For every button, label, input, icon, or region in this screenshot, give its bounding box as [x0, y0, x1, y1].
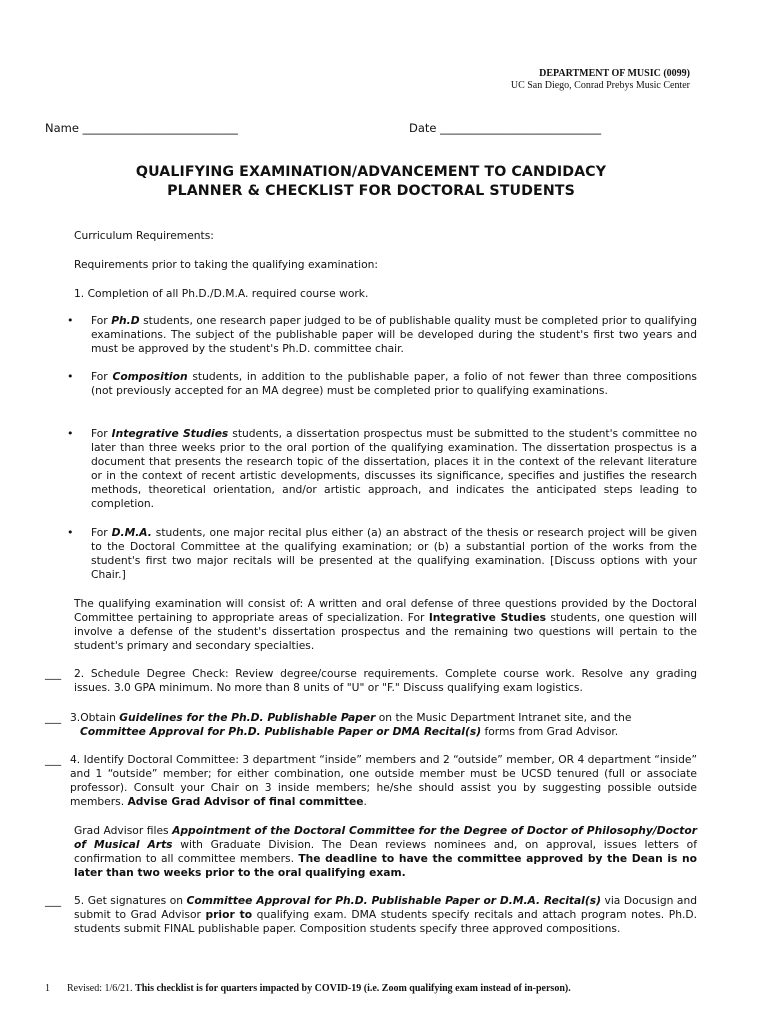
checkbox-blank-step-3[interactable]: ___: [45, 711, 62, 724]
covid-note: This checklist is for quarters impacted by COVID-19 (i.e. Zoom qualifying exam instead of in-person).: [135, 983, 571, 994]
department-name: DEPARTMENT OF MUSIC (0099): [539, 68, 690, 79]
bullet-integrative-pre: For: [91, 427, 112, 440]
date-label: Date: [409, 121, 437, 135]
document-title: [0, 163, 742, 201]
step-5-bold: prior to: [205, 908, 253, 921]
step-5-pre: 5. Get signatures on: [74, 894, 187, 907]
advisor-mid: with Graduate Division. The Dean reviews nominees and, on approval, issues letters of confirmation to all committee members.: [74, 838, 697, 865]
bullet-dot: •: [67, 370, 74, 383]
date-blank[interactable]: ____________________________: [440, 121, 602, 135]
step-3: [70, 711, 700, 739]
checkbox-blank-step-4[interactable]: ___: [45, 753, 62, 766]
page-number: 1: [45, 983, 50, 994]
bullet-dot: •: [67, 314, 74, 327]
step-4-text: 4. Identify Doctoral Committee: 3 department “inside” members and 2 “outside” member, OR 4 department “inside” and 1 “outside” member; for either combination, one outside member must be UCSD tenured (full or associate professor). Consult your Chair on 3 inside members; he/she should assist you by suggesting possible outside members.: [70, 753, 697, 808]
exam-post: students, one question will involve a defense of the student's dissertation prospectus and the remaining two questions will pertain to the student's primary and secondary specialties.: [74, 611, 697, 652]
step-3-pre: 3.Obtain: [70, 711, 120, 724]
footer: [45, 983, 571, 994]
name-field[interactable]: [45, 121, 238, 135]
step-3-mid: on the Music Department Intranet site, and the: [375, 711, 632, 724]
step-5-mid: via Docusign and submit to Grad Advisor: [74, 894, 698, 921]
checkbox-blank-step-2[interactable]: ___: [45, 667, 62, 680]
date-field[interactable]: [409, 121, 601, 135]
advisor-pre: Grad Advisor files: [74, 824, 173, 837]
revised-date: Revised: 1/6/21.: [67, 983, 136, 994]
bullet-phd-pre: For: [91, 314, 112, 327]
step-5-post: qualifying exam. DMA students specify recitals and attach program notes. Ph.D. students submit FINAL publishable paper. Composition students specify three approved compositions.: [74, 908, 697, 935]
advisor-form: Appointment of the Doctoral Committee for the Degree of Doctor of Philosophy/Doctor of Musical Arts: [74, 824, 697, 851]
bullet-integrative-term: Integrative Studies: [111, 427, 229, 440]
exam-term: Integrative Studies: [428, 611, 546, 624]
requirement-item-1: 1. Completion of all Ph.D./D.M.A. required course work.: [74, 287, 369, 300]
step-4-bold: Advise Grad Advisor of final committee: [127, 795, 364, 808]
exam-description: [74, 597, 697, 653]
name-label: Name: [45, 121, 79, 135]
bullet-phd-term: Ph.D: [111, 314, 140, 327]
bullet-dot: •: [67, 526, 74, 539]
checkbox-blank-step-5[interactable]: ___: [45, 894, 62, 907]
exam-pre: The qualifying examination will consist of: A written and oral defense of three questions provided by the Doctoral Committee pertaining to appropriate areas of specialization. For: [74, 597, 697, 624]
bullet-phd: [91, 314, 697, 356]
department-location: UC San Diego, Conrad Prebys Music Center: [510, 80, 690, 91]
bullet-dma: [91, 526, 697, 582]
department-header: [511, 68, 690, 92]
step-5: [74, 894, 697, 936]
step-4: [70, 753, 697, 809]
curriculum-heading: Curriculum Requirements:: [74, 229, 214, 242]
title-line-1: QUALIFYING EXAMINATION/ADVANCEMENT TO CANDIDACY: [135, 164, 607, 180]
bullet-integrative-text: students, a dissertation prospectus must be submitted to the student's committee no later than three weeks prior to the oral portion of the qualifying examination. The dissertation prospectus is a document that presents the research topic of the dissertation, places it in the context of the relevant literature or in the context of recent artistic developments, discusses its significance, specifies and justifies the research methods, theoretical orientation, and/or artistic approach, and indicates the anticipated steps leading to completion.: [91, 427, 697, 510]
bullet-dma-pre: For: [91, 526, 112, 539]
bullet-dma-term: D.M.A.: [111, 526, 152, 539]
prior-requirements: Requirements prior to taking the qualifying examination:: [74, 258, 378, 271]
bullet-dma-text: students, one major recital plus either (a) an abstract of the thesis or research project will be given to the Doctoral Committee at the qualifying examination; or (b) a substantial portion of the works from the student's first two major recitals will be presented at the qualifying examination. [Discuss options with your Chair.]: [91, 526, 697, 581]
step-3-approval-form: Committee Approval for Ph.D. Publishable Paper or DMA Recital(s): [80, 725, 482, 738]
step-3-post: forms from Grad Advisor.: [481, 725, 619, 738]
step-3-guidelines-form: Guidelines for the Ph.D. Publishable Paper: [119, 711, 376, 724]
bullet-composition: [91, 370, 697, 398]
bullet-composition-text: students, in addition to the publishable paper, a folio of not fewer than three compositions (not previously accepted for an MA degree) must be completed prior to qualifying examinations.: [91, 370, 697, 397]
bullet-dot: •: [67, 427, 74, 440]
bullet-composition-pre: For: [91, 370, 113, 383]
advisor-deadline: The deadline to have the committee approved by the Dean is no later than two weeks prior to the oral qualifying exam.: [74, 852, 697, 879]
bullet-composition-term: Composition: [112, 370, 188, 383]
bullet-integrative: [91, 427, 697, 511]
grad-advisor-note: [74, 824, 697, 880]
step-5-form: Committee Approval for Ph.D. Publishable Paper or D.M.A. Recital(s): [186, 894, 601, 907]
step-4-end: .: [363, 795, 367, 808]
step-2: 2. Schedule Degree Check: Review degree/course requirements. Complete course work. Resolve any grading issues. 3.0 GPA minimum. No more than 8 units of "U" or "F." Discuss qualifying exam logistics.: [74, 667, 697, 694]
title-line-2: PLANNER & CHECKLIST FOR DOCTORAL STUDENTS: [167, 183, 575, 199]
name-blank[interactable]: ___________________________: [82, 121, 238, 135]
bullet-phd-text: students, one research paper judged to be of publishable quality must be completed prior to qualifying examinations. The subject of the publishable paper will be developed during the student's first two years and must be approved by the student's Ph.D. committee chair.: [91, 314, 697, 355]
